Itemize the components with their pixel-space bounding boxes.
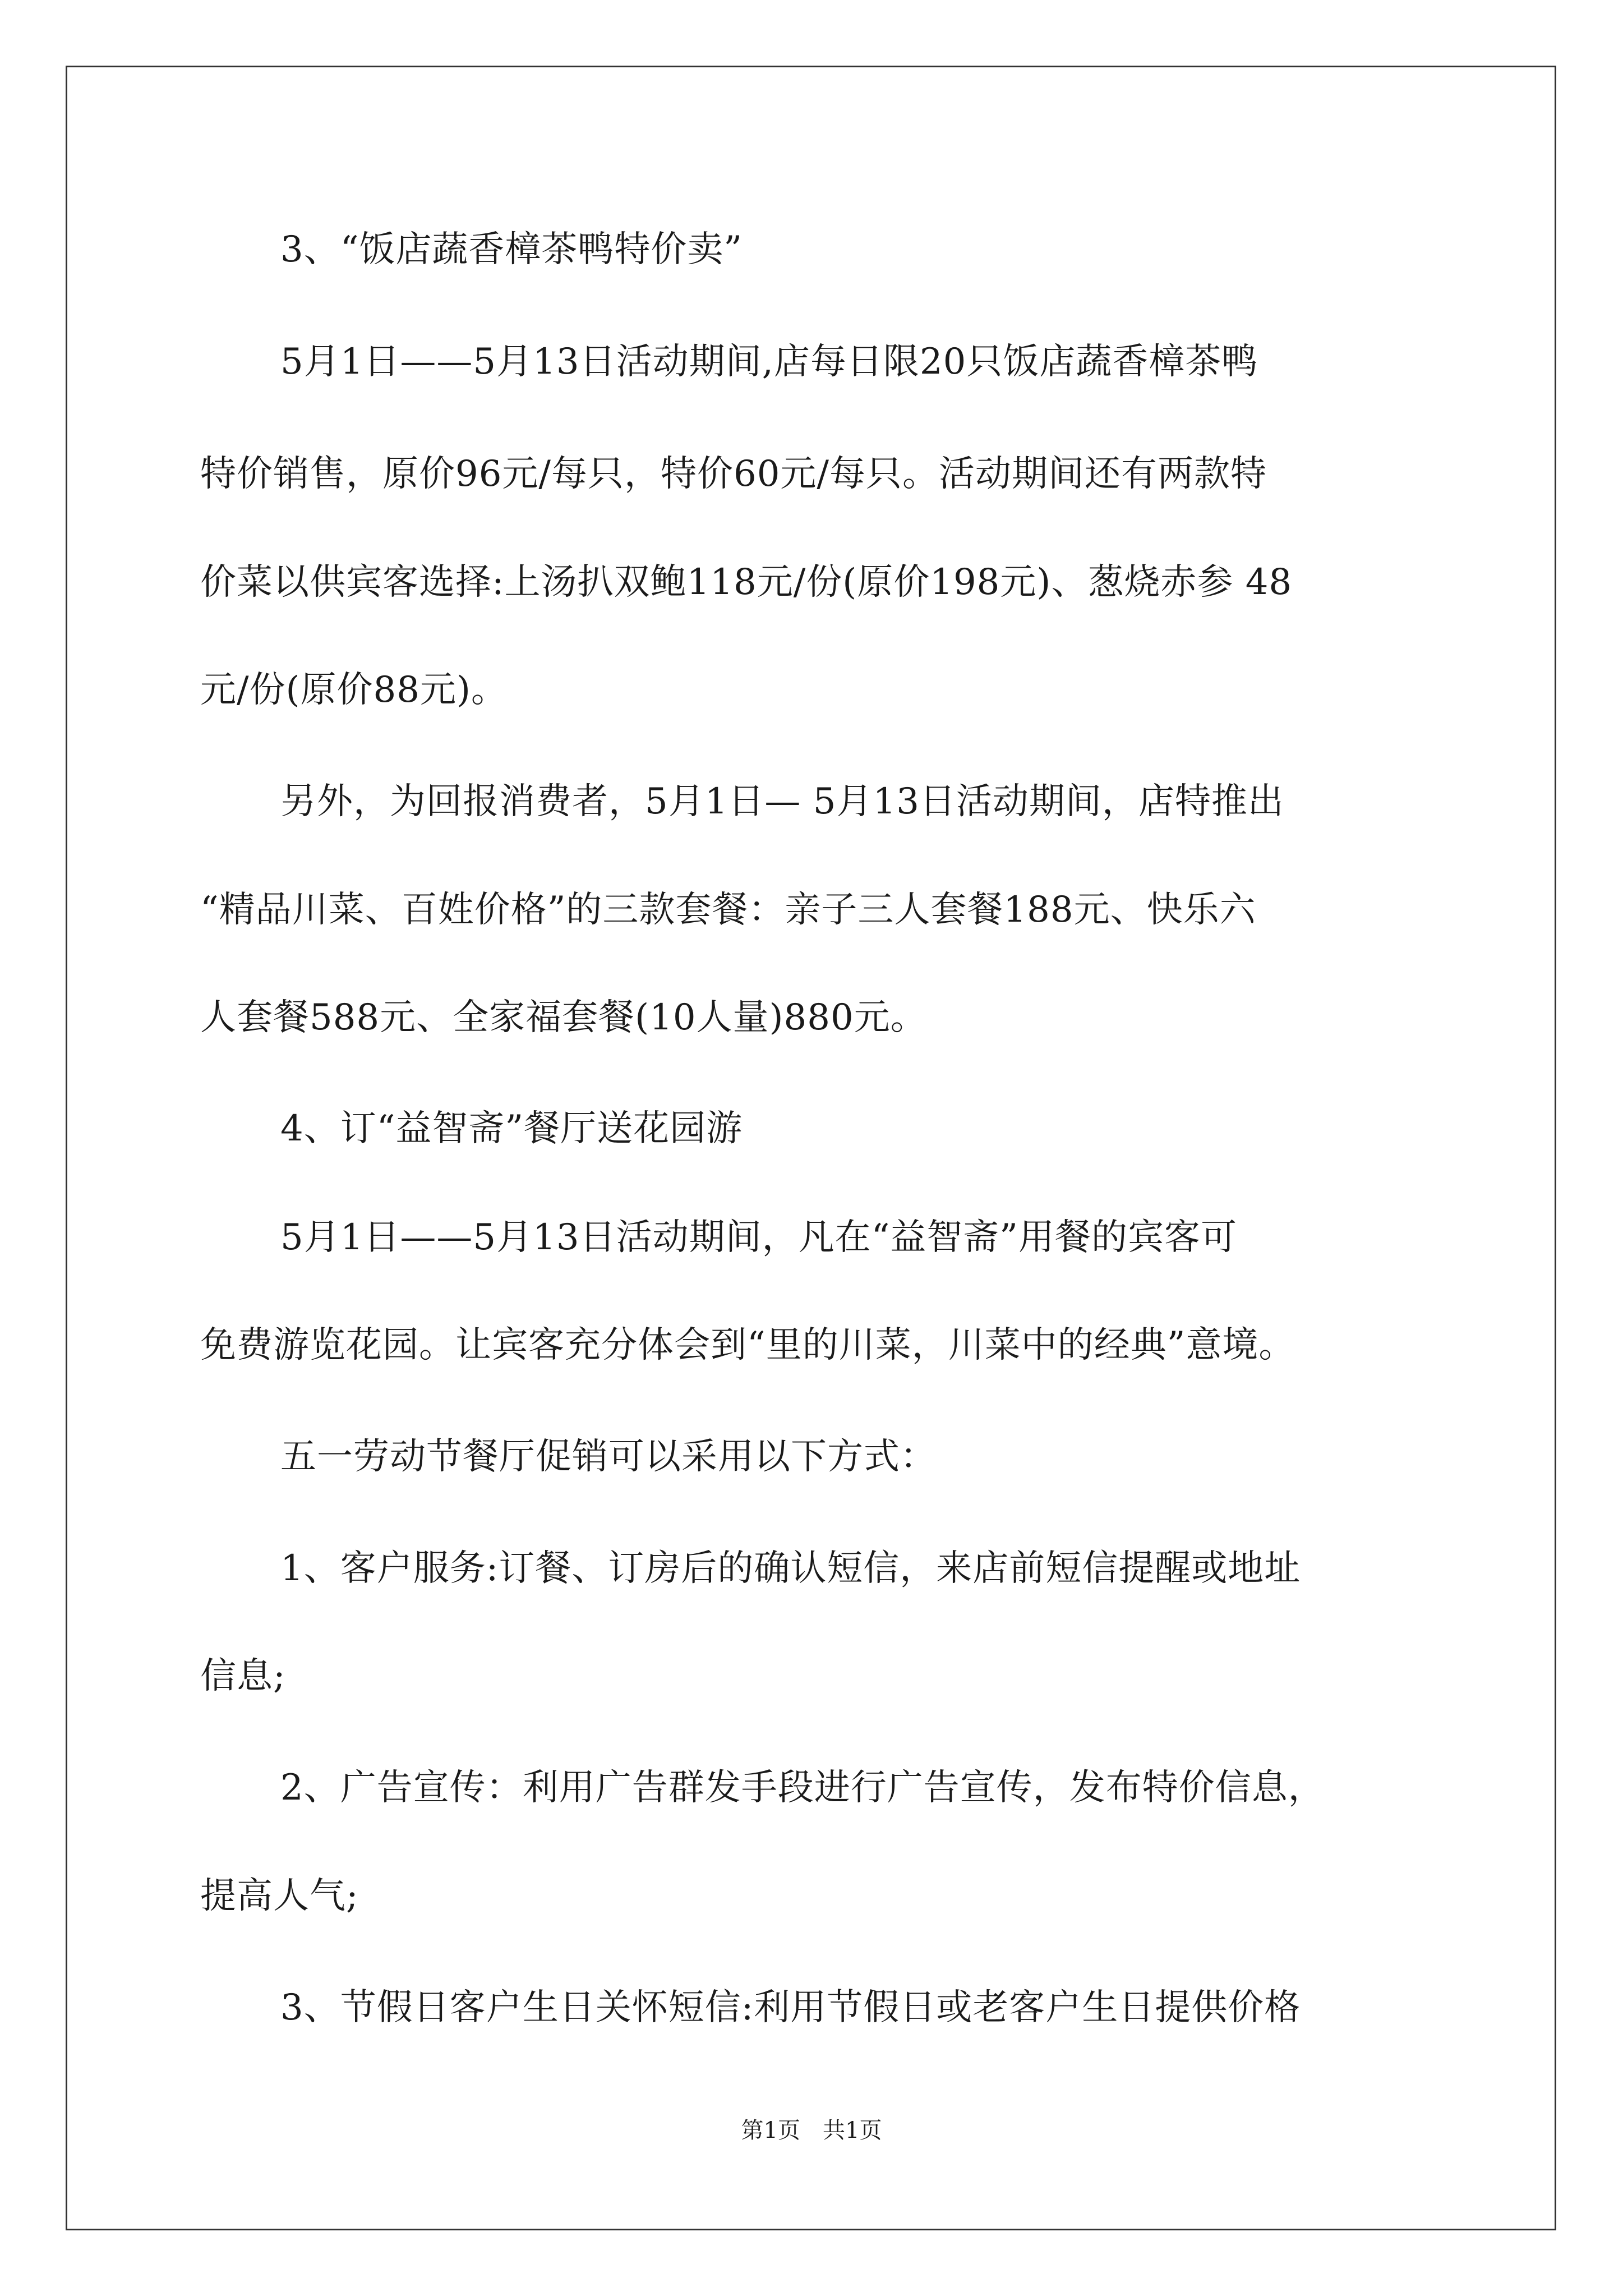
paragraph-line: “精品川菜、百姓价格”的三款套餐：亲子三人套餐188元、快乐六 (200, 889, 1256, 931)
paragraph-line: 价菜以供宾客选择:上汤扒双鲍118元/份(原价198元)、葱烧赤参 48 (200, 562, 1293, 603)
paragraph-line: 4、订“益智斋”餐厅送花园游 (280, 1108, 743, 1149)
paragraph-line: 5月1日——5月13日活动期间，凡在“益智斋”用餐的宾客可 (280, 1217, 1238, 1258)
paragraph-line: 人套餐588元、全家福套餐(10人量)880元。 (200, 997, 927, 1038)
page-footer: 第1页 共1页 (741, 2118, 882, 2143)
paragraph-line: 1、客户服务:订餐、订房后的确认短信，来店前短信提醒或地址 (280, 1548, 1301, 1589)
paragraph-line: 提高人气; (200, 1875, 359, 1917)
paragraph-line: 3、节假日客户生日关怀短信:利用节假日或老客户生日提供价格 (280, 1987, 1301, 2028)
paragraph-line: 信息; (200, 1655, 286, 1697)
paragraph-line: 另外，为回报消费者，5月1日— 5月13日活动期间，店特推出 (280, 781, 1284, 822)
paragraph-line: 元/份(原价88元)。 (200, 669, 508, 711)
paragraph-line: 3、“饭店蔬香樟茶鸭特价卖” (280, 229, 743, 270)
paragraph-line: 5月1日——5月13日活动期间,店每日限20只饭店蔬香樟茶鸭 (280, 341, 1258, 383)
paragraph-line: 免费游览花园。让宾客充分体会到“里的川菜，川菜中的经典”意境。 (200, 1324, 1295, 1366)
paragraph-line: 五一劳动节餐厅促销可以采用以下方式： (280, 1436, 937, 1478)
paragraph-line: 特价销售，原价96元/每只，特价60元/每只。活动期间还有两款特 (200, 453, 1267, 495)
paragraph-line: 2、广告宣传：利用广告群发手段进行广告宣传，发布特价信息， (280, 1767, 1325, 1809)
